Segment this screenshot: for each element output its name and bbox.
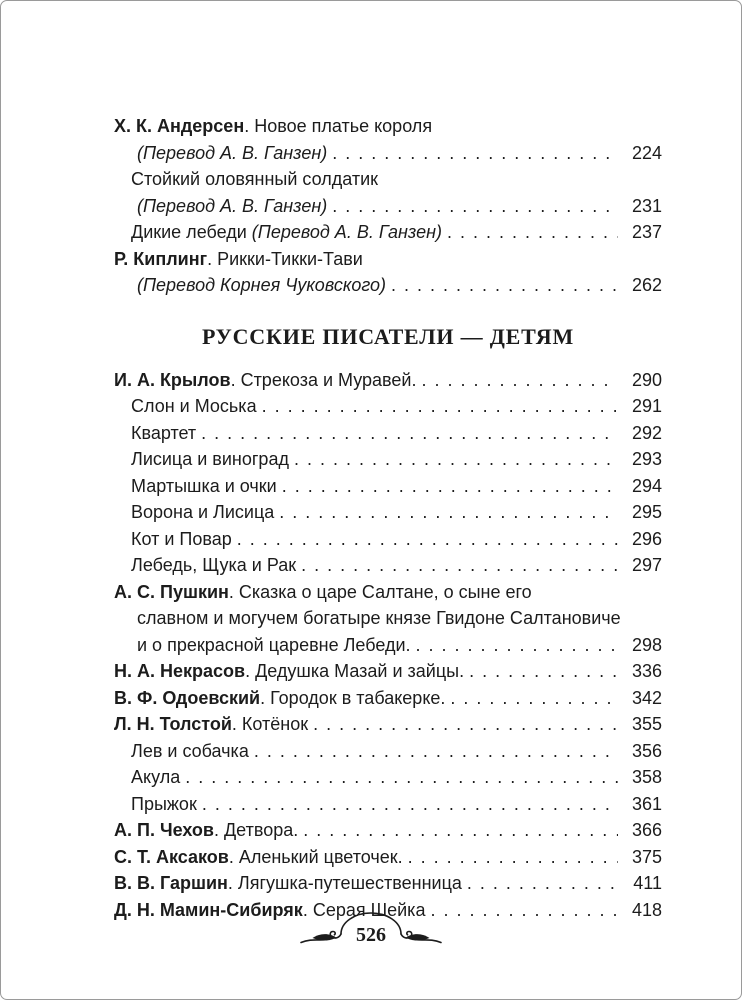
dot-leader <box>464 658 618 685</box>
toc-entry-line <box>137 193 662 220</box>
entry-text <box>131 473 277 500</box>
page-number: 411 <box>633 873 662 893</box>
toc-entry-line <box>131 446 662 473</box>
entry-title: . Котёнок <box>231 714 309 734</box>
entry-title: Прыжок <box>131 793 197 814</box>
toc-entry-line <box>137 632 662 659</box>
dot-leader <box>296 552 618 579</box>
author-name: Р. Киплинг <box>114 248 208 269</box>
table-of-contents <box>114 113 662 923</box>
entry-text <box>114 711 308 738</box>
entry-text <box>114 817 298 844</box>
dot-leader <box>327 193 618 220</box>
section-heading: РУССКИЕ ПИСАТЕЛИ — ДЕТЯМ <box>201 323 575 349</box>
entry-text <box>131 764 180 791</box>
page-number: 366 <box>631 820 662 840</box>
page-number: 295 <box>631 502 662 522</box>
page-number: 237 <box>631 222 662 242</box>
entry-title: . Серая Шейка <box>302 899 426 920</box>
author-name: С. Т. Аксаков <box>114 846 229 867</box>
entry-title: Квартет <box>131 422 197 443</box>
toc-entry-line <box>131 393 662 420</box>
entry-text <box>131 791 197 818</box>
entry-text <box>114 579 532 606</box>
entry-text <box>131 420 196 447</box>
entry-text <box>131 526 232 553</box>
toc-entry-line <box>131 791 662 818</box>
entry-text <box>114 870 462 897</box>
translator-credit: (Перевод А. В. Ганзен) <box>137 142 328 163</box>
dot-leader <box>403 844 618 871</box>
toc-entry-line <box>131 166 662 193</box>
toc-entry-line <box>131 499 662 526</box>
author-name: А. П. Чехов <box>114 820 214 840</box>
dot-leader <box>289 446 618 473</box>
entry-title: Акула <box>131 767 181 787</box>
toc-entry-line <box>114 685 662 712</box>
entry-title: . Новое платье короля <box>244 116 433 136</box>
page-number: 294 <box>631 475 662 496</box>
dot-leader <box>386 272 618 299</box>
toc-entry-line <box>114 113 662 140</box>
author-name: В. Ф. Одоевский <box>114 687 261 708</box>
toc-entry-line <box>131 764 662 791</box>
entry-title: Слон и Моська <box>131 396 257 416</box>
entry-text <box>114 367 416 394</box>
dot-leader <box>298 817 618 844</box>
dot-leader <box>232 526 618 553</box>
dot-leader <box>257 393 618 420</box>
dot-leader <box>180 764 618 791</box>
entry-title: Ворона и Лисица <box>131 502 275 522</box>
entry-title: Кот и Повар <box>131 528 232 549</box>
entry-text <box>114 844 403 871</box>
toc-entry-line <box>137 140 662 167</box>
toc-entry-line <box>114 367 662 394</box>
dot-leader <box>197 791 618 818</box>
author-name: Х. К. Андерсен <box>114 116 245 136</box>
entry-title: и о прекрасной царевне Лебеди. <box>137 634 411 655</box>
entry-text <box>114 658 464 685</box>
page-number: 375 <box>631 846 662 867</box>
page-number: 297 <box>631 555 662 575</box>
entry-text <box>131 499 274 526</box>
entry-title: славном и могучем богатыре князе Гвидоне Салтановиче <box>137 608 621 628</box>
entry-title: Мартышка и очки <box>131 475 277 496</box>
translator-credit: (Перевод А. В. Ганзен) <box>137 195 328 216</box>
entry-text <box>137 632 411 659</box>
toc-entry-line <box>114 658 662 685</box>
page-number: 292 <box>631 422 662 443</box>
dot-leader <box>308 711 618 738</box>
toc-entry-line <box>131 526 662 553</box>
dot-leader <box>277 473 618 500</box>
entry-title: . Аленький цветочек. <box>228 846 403 867</box>
entry-text <box>114 246 363 273</box>
toc-entry-line <box>131 738 662 765</box>
entry-title: . Сказка о царе Салтане, о сыне его <box>228 581 532 602</box>
toc-entry-line <box>114 817 662 844</box>
toc-section-foreign-writers <box>114 113 662 299</box>
entry-title: . Лягушка-путешественница <box>227 873 462 893</box>
entry-text <box>131 446 289 473</box>
translator-credit: (Перевод Корнея Чуковского) <box>137 275 387 295</box>
author-name: А. С. Пушкин <box>114 581 229 602</box>
entry-title: . Детвора. <box>213 820 299 840</box>
entry-text <box>137 272 386 299</box>
toc-entry-line <box>114 844 662 871</box>
entry-text <box>114 113 432 140</box>
toc-entry-line <box>114 579 662 606</box>
page-number: 342 <box>631 687 662 708</box>
toc-entry-line <box>131 420 662 447</box>
toc-entry-line <box>137 605 662 632</box>
page-number: 298 <box>631 634 662 655</box>
entry-text <box>137 140 327 167</box>
flourish-icon <box>296 909 446 955</box>
entry-text <box>114 685 445 712</box>
page-number: 231 <box>631 195 662 216</box>
dot-leader <box>462 870 618 897</box>
footer-page-number: 526 <box>356 924 386 946</box>
toc-entry-line <box>114 711 662 738</box>
page-number: 336 <box>631 661 662 681</box>
page-number: 291 <box>631 396 662 416</box>
page-number: 262 <box>631 275 662 295</box>
author-name: Д. Н. Мамин-Сибиряк <box>114 899 303 920</box>
entry-title: Лебедь, Щука и Рак <box>131 555 297 575</box>
page-footer <box>1 909 741 960</box>
page-number: 296 <box>631 528 662 549</box>
page-number: 358 <box>631 767 662 787</box>
dot-leader <box>196 420 618 447</box>
author-name: И. А. Крылов <box>114 369 231 390</box>
toc-section-russian-writers <box>114 367 662 924</box>
entry-title: . Городок в табакерке. <box>260 687 446 708</box>
entry-text <box>131 219 442 246</box>
author-name: Н. А. Некрасов <box>114 661 246 681</box>
entry-title: . Стрекоза и Муравей. <box>230 369 417 390</box>
dot-leader <box>416 367 618 394</box>
entry-title: Лисица и виноград <box>131 449 289 469</box>
entry-text <box>131 393 257 420</box>
page-number: 293 <box>631 449 662 469</box>
entry-text <box>137 193 327 220</box>
entry-text <box>131 738 249 765</box>
toc-entry-line <box>137 272 662 299</box>
page-number: 224 <box>631 142 662 163</box>
dot-leader <box>442 219 618 246</box>
entry-title: Стойкий оловянный солдатик <box>131 169 379 189</box>
dot-leader <box>411 632 619 659</box>
page-number: 356 <box>631 740 662 761</box>
author-name: В. В. Гаршин <box>114 873 228 893</box>
page-number: 290 <box>631 369 662 390</box>
entry-title: . Дедушка Мазай и зайцы. <box>245 661 465 681</box>
entry-title: . Рикки-Тикки-Тави <box>207 248 363 269</box>
entry-text <box>131 166 378 193</box>
dot-leader <box>327 140 618 167</box>
toc-entry-line <box>131 473 662 500</box>
entry-title: Дикие лебеди <box>131 222 252 242</box>
dot-leader <box>249 738 618 765</box>
entry-text <box>131 552 296 579</box>
translator-credit: (Перевод А. В. Ганзен) <box>251 222 443 242</box>
entry-title: Лев и собачка <box>131 740 249 761</box>
page-number: 361 <box>631 793 662 814</box>
page-number: 418 <box>631 899 662 920</box>
toc-entry-line <box>131 552 662 579</box>
entry-text <box>137 605 621 632</box>
toc-entry-line <box>114 246 662 273</box>
toc-entry-line <box>114 870 662 897</box>
author-name: Л. Н. Толстой <box>114 714 232 734</box>
dot-leader <box>445 685 618 712</box>
dot-leader <box>274 499 618 526</box>
toc-entry-line <box>131 219 662 246</box>
page-number: 355 <box>631 714 662 734</box>
